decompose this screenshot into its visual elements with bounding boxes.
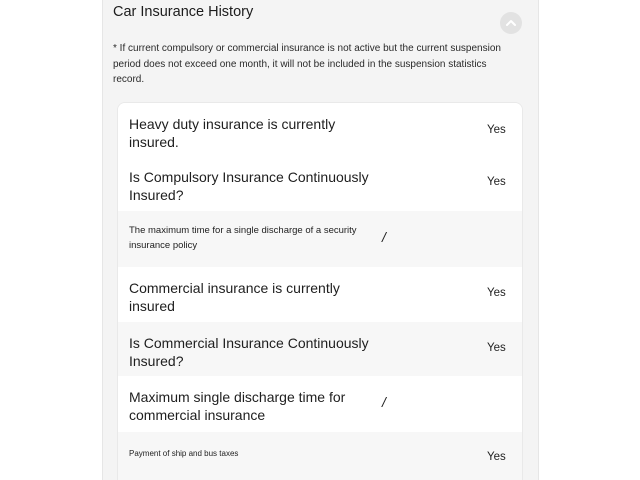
row-label: Payment of ship and bus taxes [129, 449, 239, 458]
row-value: Yes [487, 342, 506, 354]
row-label: The maximum time for a single discharge of a security insurance policy [129, 225, 357, 251]
table-row [118, 267, 522, 322]
insurance-details-table [117, 102, 523, 480]
row-value: Yes [487, 287, 506, 299]
row-value: Yes [487, 124, 506, 136]
section-title: Car Insurance History [113, 4, 254, 20]
row-label: Commercial insurance is currently insured [129, 280, 340, 314]
chevron-up-icon [505, 17, 517, 29]
row-label: Maximum single discharge time for commercial insurance [129, 389, 346, 423]
row-label: Heavy duty insurance is currently insured. [129, 116, 336, 150]
row-label: Is Compulsory Insurance Continuously Insured? [129, 169, 369, 203]
row-value: / [382, 229, 386, 245]
table-row [118, 432, 522, 480]
row-value: / [382, 394, 386, 410]
table-row [118, 211, 522, 267]
row-value: Yes [487, 451, 506, 463]
table-row [118, 103, 522, 160]
collapse-button[interactable] [500, 12, 522, 34]
suspension-note: * If current compulsory or commercial insurance is not active but the current suspension period does not exceed one month, it will not be included in the suspension statistics record. [113, 43, 501, 85]
table-row [118, 160, 522, 211]
table-row [118, 322, 522, 376]
row-value: Yes [487, 176, 506, 188]
row-label: Is Commercial Insurance Continuously Insured? [129, 335, 369, 369]
table-row [118, 376, 522, 432]
